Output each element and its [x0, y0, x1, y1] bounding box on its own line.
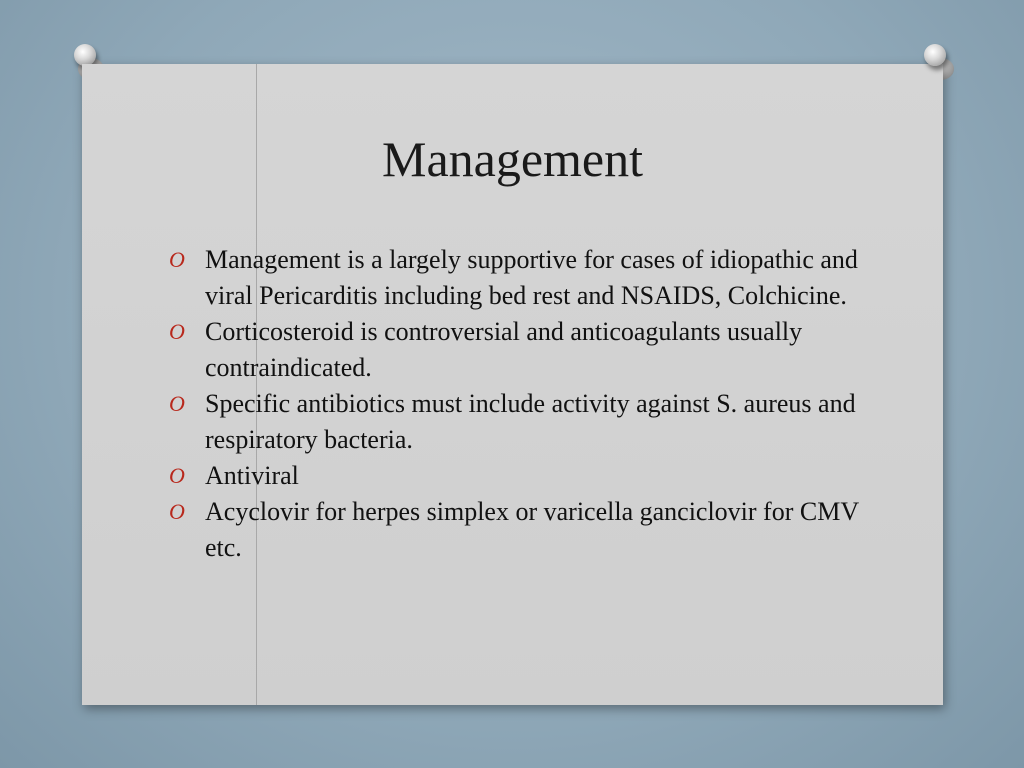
bullet-text: Specific antibiotics must include activity against S. aureus and respiratory bacteria.	[205, 389, 856, 454]
bullet-text: Corticosteroid is controversial and anticoagulants usually contraindicated.	[205, 317, 803, 382]
slide-title: Management	[381, 131, 643, 187]
list-item	[169, 314, 865, 386]
bullet-text: Acyclovir for herpes simplex or varicella ganciclovir for CMV etc.	[205, 497, 859, 562]
bullet-text: Management is a largely supportive for cases of idiopathic and viral Pericarditis including bed rest and NSAIDS, Colchicine.	[205, 245, 858, 310]
bullet-list	[169, 242, 865, 566]
pushpin-right-icon	[922, 44, 948, 74]
slide-paper	[82, 64, 943, 705]
bullet-icon: O	[169, 499, 185, 524]
bullet-icon: O	[169, 463, 185, 488]
list-item	[169, 458, 865, 494]
bullet-icon: O	[169, 391, 185, 416]
list-item	[169, 386, 865, 458]
bullet-text: Antiviral	[205, 461, 299, 490]
bullet-icon: O	[169, 247, 185, 272]
list-item	[169, 242, 865, 314]
bullet-icon: O	[169, 319, 185, 344]
list-item	[169, 494, 865, 566]
